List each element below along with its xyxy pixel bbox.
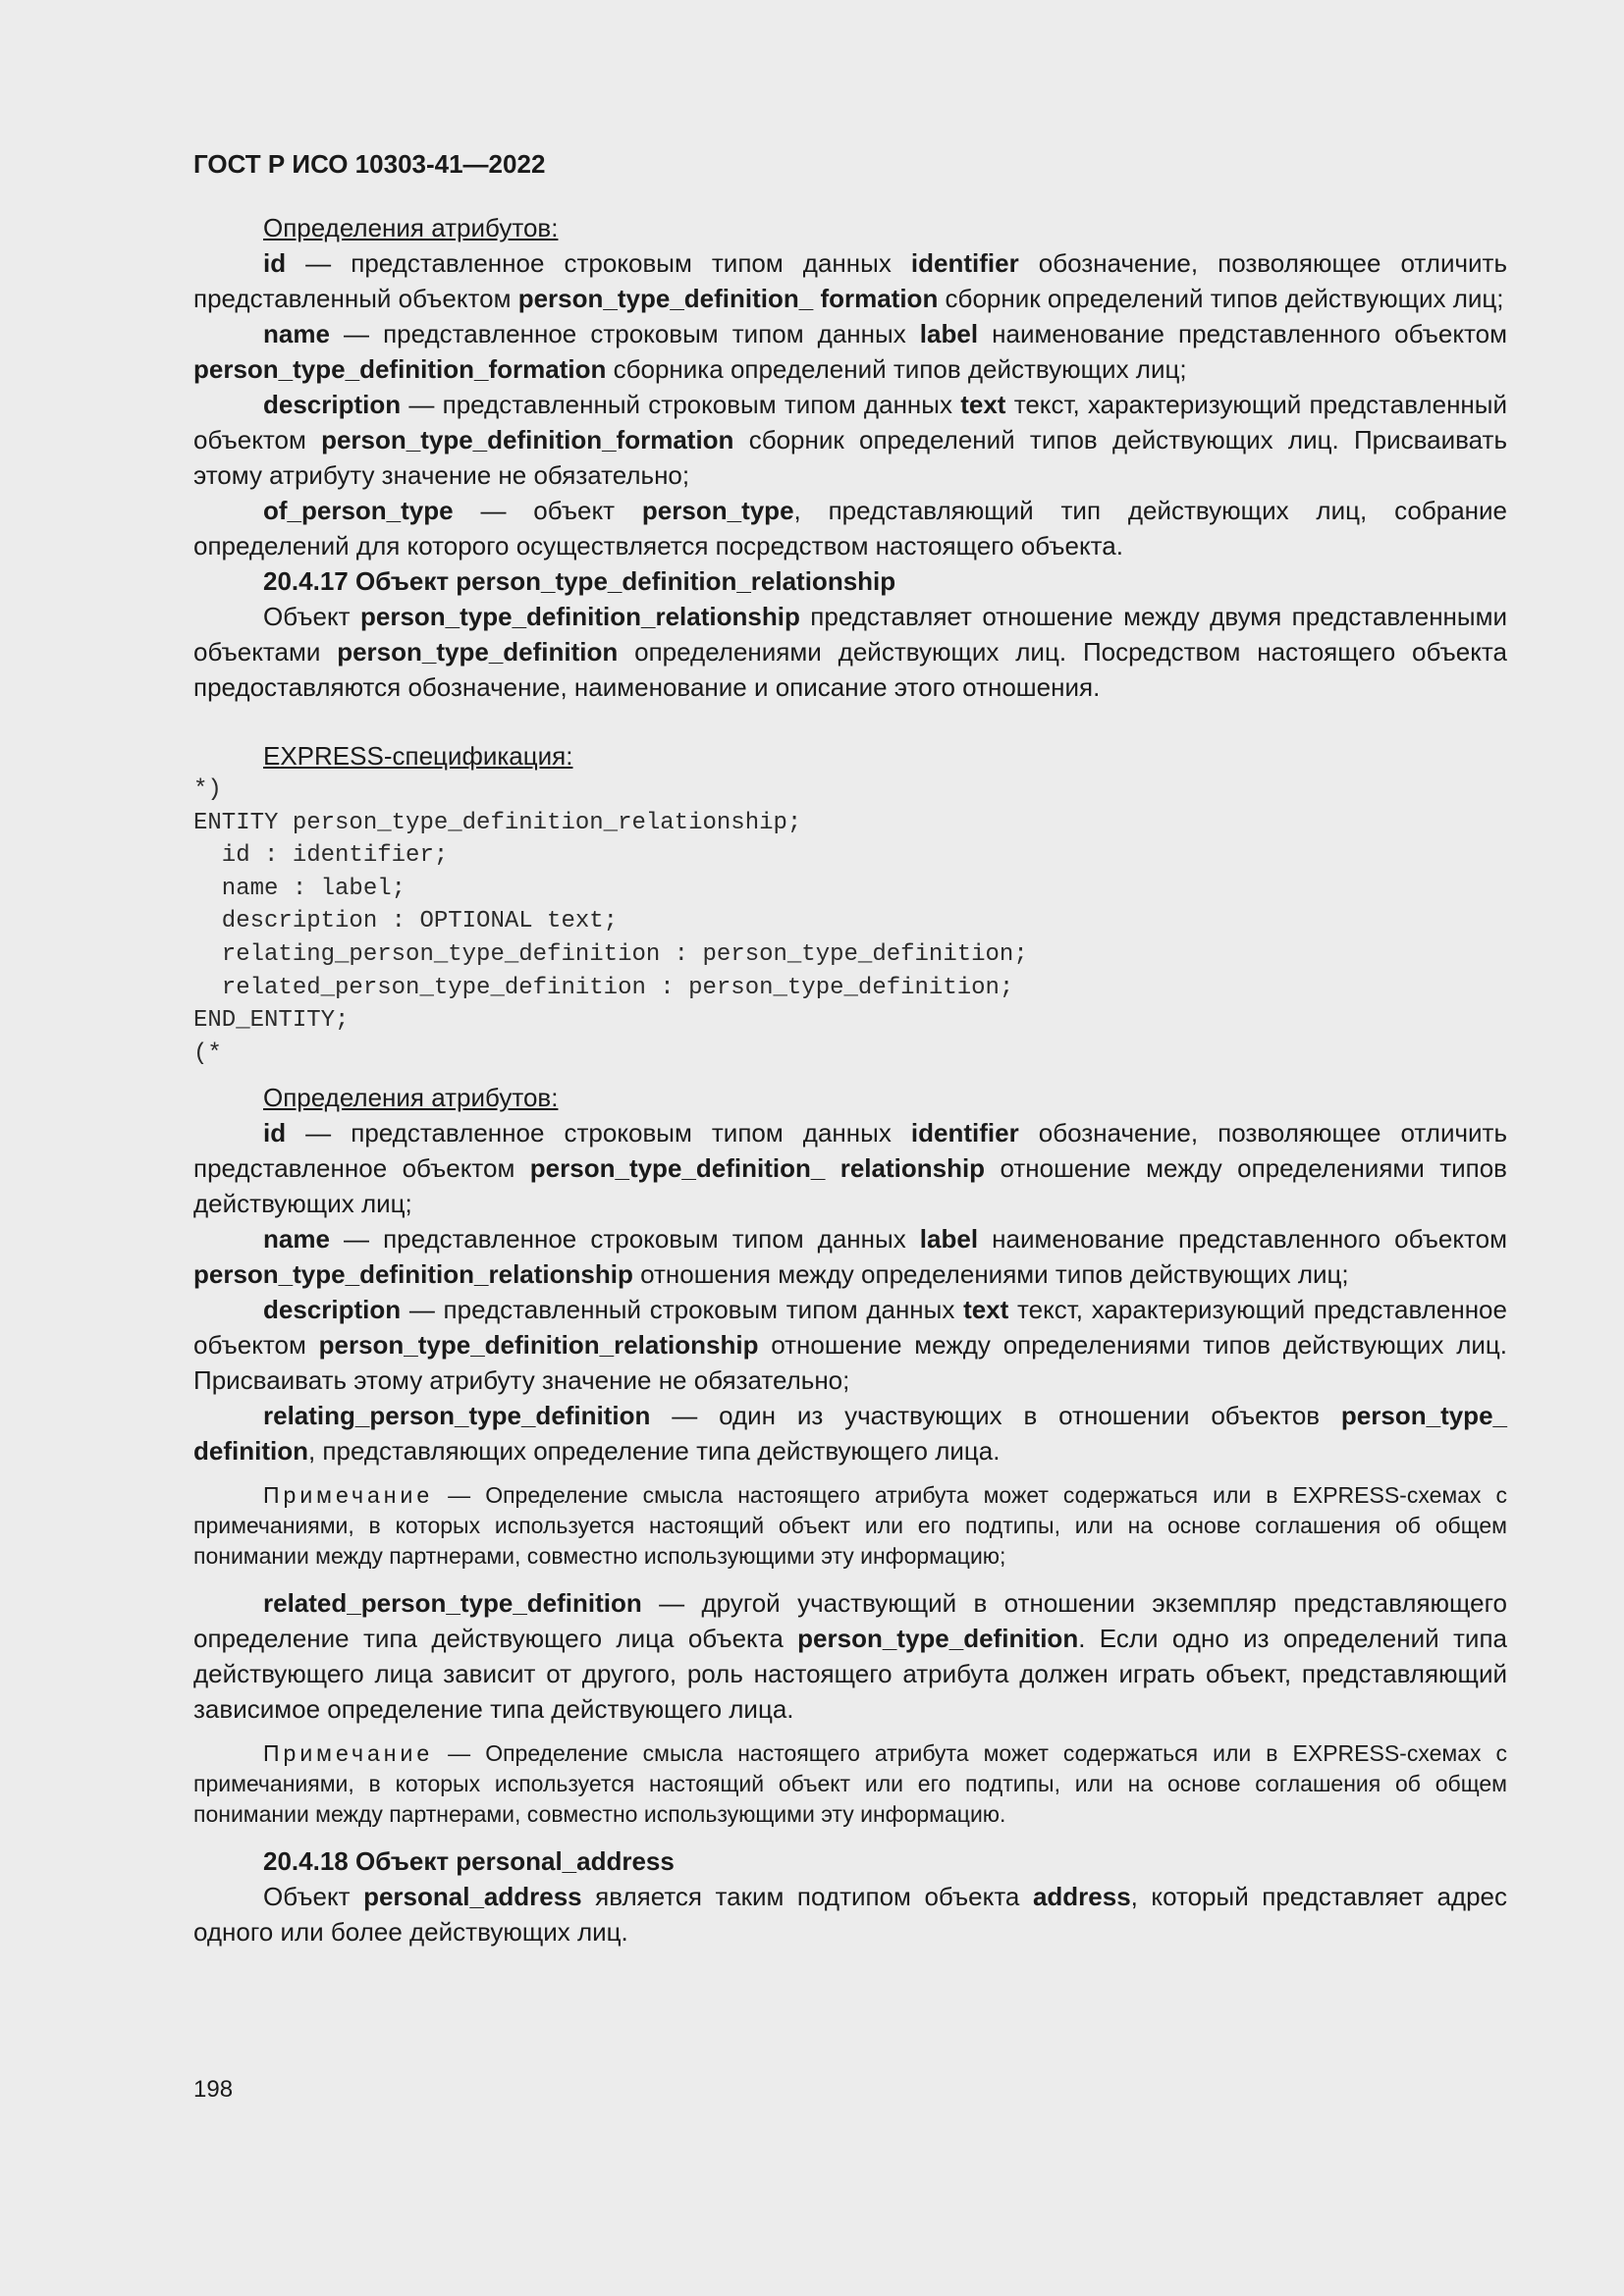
attribute-definitions-heading: Определения атрибутов: xyxy=(263,213,559,242)
attr-id-paragraph: id — представленное строковым типом данных identifier обозначение, позволяющее отличить представленный объектом person_type_definition_ formation сборник определений типов действующих лиц; xyxy=(193,248,1507,313)
attribute-definitions-heading-2: Определения атрибутов: xyxy=(263,1083,559,1113)
document-header: ГОСТ Р ИСО 10303-41—2022 xyxy=(193,149,546,179)
express-code-block: *) ENTITY person_type_definition_relationship; id : identifier; name : label; description : OPTIONAL text; relating_person_type_definition : person_type_definition; related_person_type_definition : person_type_definition; END_ENTITY; (* xyxy=(193,776,1028,1067)
section-intro-paragraph: Объект person_type_definition_relationship представляет отношение между двумя представленными объектами person_type_definition определениями действующих лиц. Посредством настоящего объекта предоставляются обозначение, наименование и описание этого отношения. xyxy=(193,602,1507,702)
section-heading-20-4-18: 20.4.18 Объект personal_address xyxy=(263,1846,675,1877)
attr-of-person-type-paragraph: of_person_type — объект person_type, представляющий тип действующих лиц, собрание определений для которого осуществляется посредством настоящего объекта. xyxy=(193,496,1507,561)
attr-related-paragraph: related_person_type_definition — другой участвующий в отношении экземпляр представляющего определение типа действующего лица объекта person_type_definition. Если одно из определений типа действующего лица зависит от другого, роль настоящего атрибута должен играть объект, представляющий зависимое определение типа действующего лица. xyxy=(193,1588,1507,1725)
attr-description-paragraph-2: description — представленный строковым типом данных text текст, характеризующий представленное объектом person_type_definition_relationship отношение между определениями типов действующих лиц. Присваивать этому атрибуту значение не обязательно; xyxy=(193,1295,1507,1396)
note-paragraph-2: Примечание — Определение смысла настоящего атрибута может содержаться или в EXPRESS-схемах с примечаниями, в которых используется настоящий объект или его подтипы, или на основе соглашения об общем понимании между партнерами, совместно использующими эту информацию. xyxy=(193,1740,1507,1828)
attr-name-paragraph-2: name — представленное строковым типом данных label наименование представленного объектом person_type_definition_relationship отношения между определениями типов действующих лиц; xyxy=(193,1224,1507,1290)
attr-id-paragraph-2: id — представленное строковым типом данных identifier обозначение, позволяющее отличить представленное объектом person_type_definition_ relationship отношение между определениями типов действующих лиц; xyxy=(193,1118,1507,1219)
attr-name-paragraph: name — представленное строковым типом данных label наименование представленного объектом person_type_definition_formation сборника определений типов действующих лиц; xyxy=(193,319,1507,384)
section-intro-paragraph-2: Объект personal_address является таким подтипом объекта address, который представляет адрес одного или более действующих лиц. xyxy=(193,1882,1507,1948)
section-heading-20-4-17: 20.4.17 Объект person_type_definition_relationship xyxy=(263,566,896,596)
attr-description-paragraph: description — представленный строковым типом данных text текст, характеризующий представленный объектом person_type_definition_formation сборник определений типов действующих лиц. Присваивать этому атрибуту значение не обязательно; xyxy=(193,390,1507,490)
note-paragraph: Примечание — Определение смысла настоящего атрибута может содержаться или в EXPRESS-схемах с примечаниями, в которых используется настоящий объект или его подтипы, или на основе соглашения об общем понимании между партнерами, совместно использующими эту информацию; xyxy=(193,1482,1507,1570)
express-spec-heading: EXPRESS-спецификация: xyxy=(263,741,573,771)
attr-relating-paragraph: relating_person_type_definition — один из участвующих в отношении объектов person_type_ definition, представляющих определение типа действующего лица. xyxy=(193,1401,1507,1467)
page-number: 198 xyxy=(193,2076,234,2103)
